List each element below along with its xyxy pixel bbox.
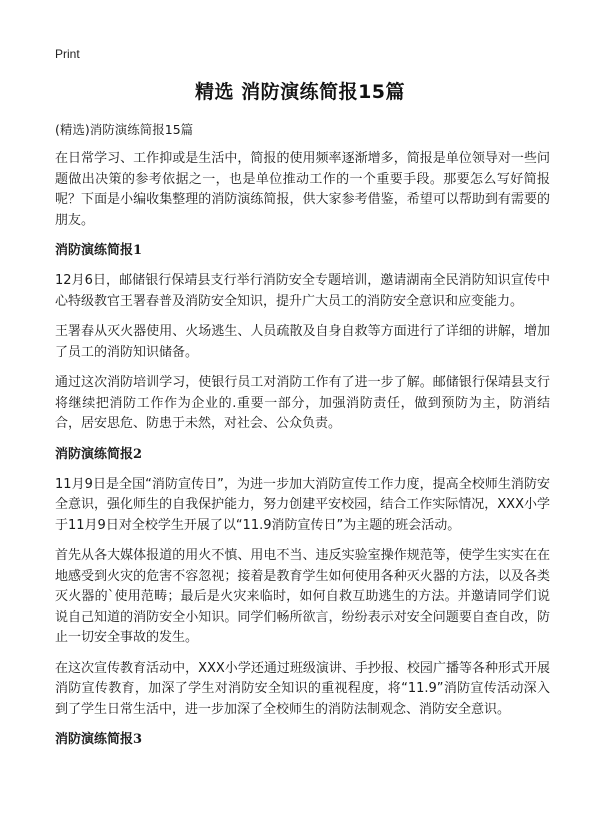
section-1 [55,241,550,435]
section-paragraph: 通过这次消防培训学习，使银行员工对消防工作有了进一步了解。邮储银行保靖县支行将继续把消防工作作为企业的.重要一部分，加强消防责任，做到预防为主，防消结合，居安思危、防患于未然，对社会、公众负责。 [55,375,550,431]
section-heading: 消防演练简报3 [55,732,143,747]
section-3 [55,730,550,750]
print-link[interactable]: Print [55,47,80,61]
document-subtitle: (精选)消防演练简报15篇 [55,122,194,137]
section-paragraph: 在这次宣传教育活动中，XXX小学还通过班级演讲、手抄报、校园广播等各种形式开展消防宣传教育，加深了学生对消防安全知识的重视程度，将“11.9”消防宣传活动深入到了学生日常生活中，进一步加深了全校师生的消防法制观念、消防安全意识。 [55,660,550,717]
page-title: 精选 消防演练简报15篇 [194,81,406,103]
section-paragraph: 11月9日是全国“消防宣传日”，为进一步加大消防宣传工作力度，提高全校师生消防安全意识，强化师生的自我保护能力，努力创建平安校园，结合工作实际情况，XXX小学于11月9日对全校学生开展了以“11.9消防宣传日”为主题的班会活动。 [55,476,550,533]
intro-paragraph: 在日常学习、工作抑或是生活中，简报的使用频率逐渐增多，简报是单位领导对一些问题做出决策的参考依据之一，也是单位推动工作的一个重要手段。那要怎么写好简报呢？下面是小编收集整理的消防演练简报，供大家参考借鉴，希望可以帮助到有需要的朋友。 [55,151,550,228]
section-paragraph: 首先从各大媒体报道的用火不慎、用电不当、违反实验室操作规范等，使学生实实在在地感受到火灾的危害不容忽视；接着是教育学生如何使用各种灭火器的方法，以及各类灭火器的`使用范畴；最后是火灾来临时，如何自救互助逃生的方法。并邀请同学们说说自己知道的消防安全小知识。同学们畅所欲言，纷纷表示对安全问题要自查自改，防止一切安全事故的发生。 [55,548,550,645]
section-heading: 消防演练简报2 [55,446,143,462]
section-paragraph: 12月6日，邮储银行保靖县支行举行消防安全专题培训，邀请湖南全民消防知识宣传中心特级教官王署春普及消防安全知识，提升广大员工的消防安全意识和应变能力。 [55,273,550,309]
section-heading: 消防演练简报1 [55,243,143,258]
section-paragraph: 王署春从灭火器使用、火场逃生、人员疏散及自身自救等方面进行了详细的讲解，增加了员工的消防知识储备。 [55,324,550,360]
section-2 [55,445,550,721]
document-body [55,121,550,760]
